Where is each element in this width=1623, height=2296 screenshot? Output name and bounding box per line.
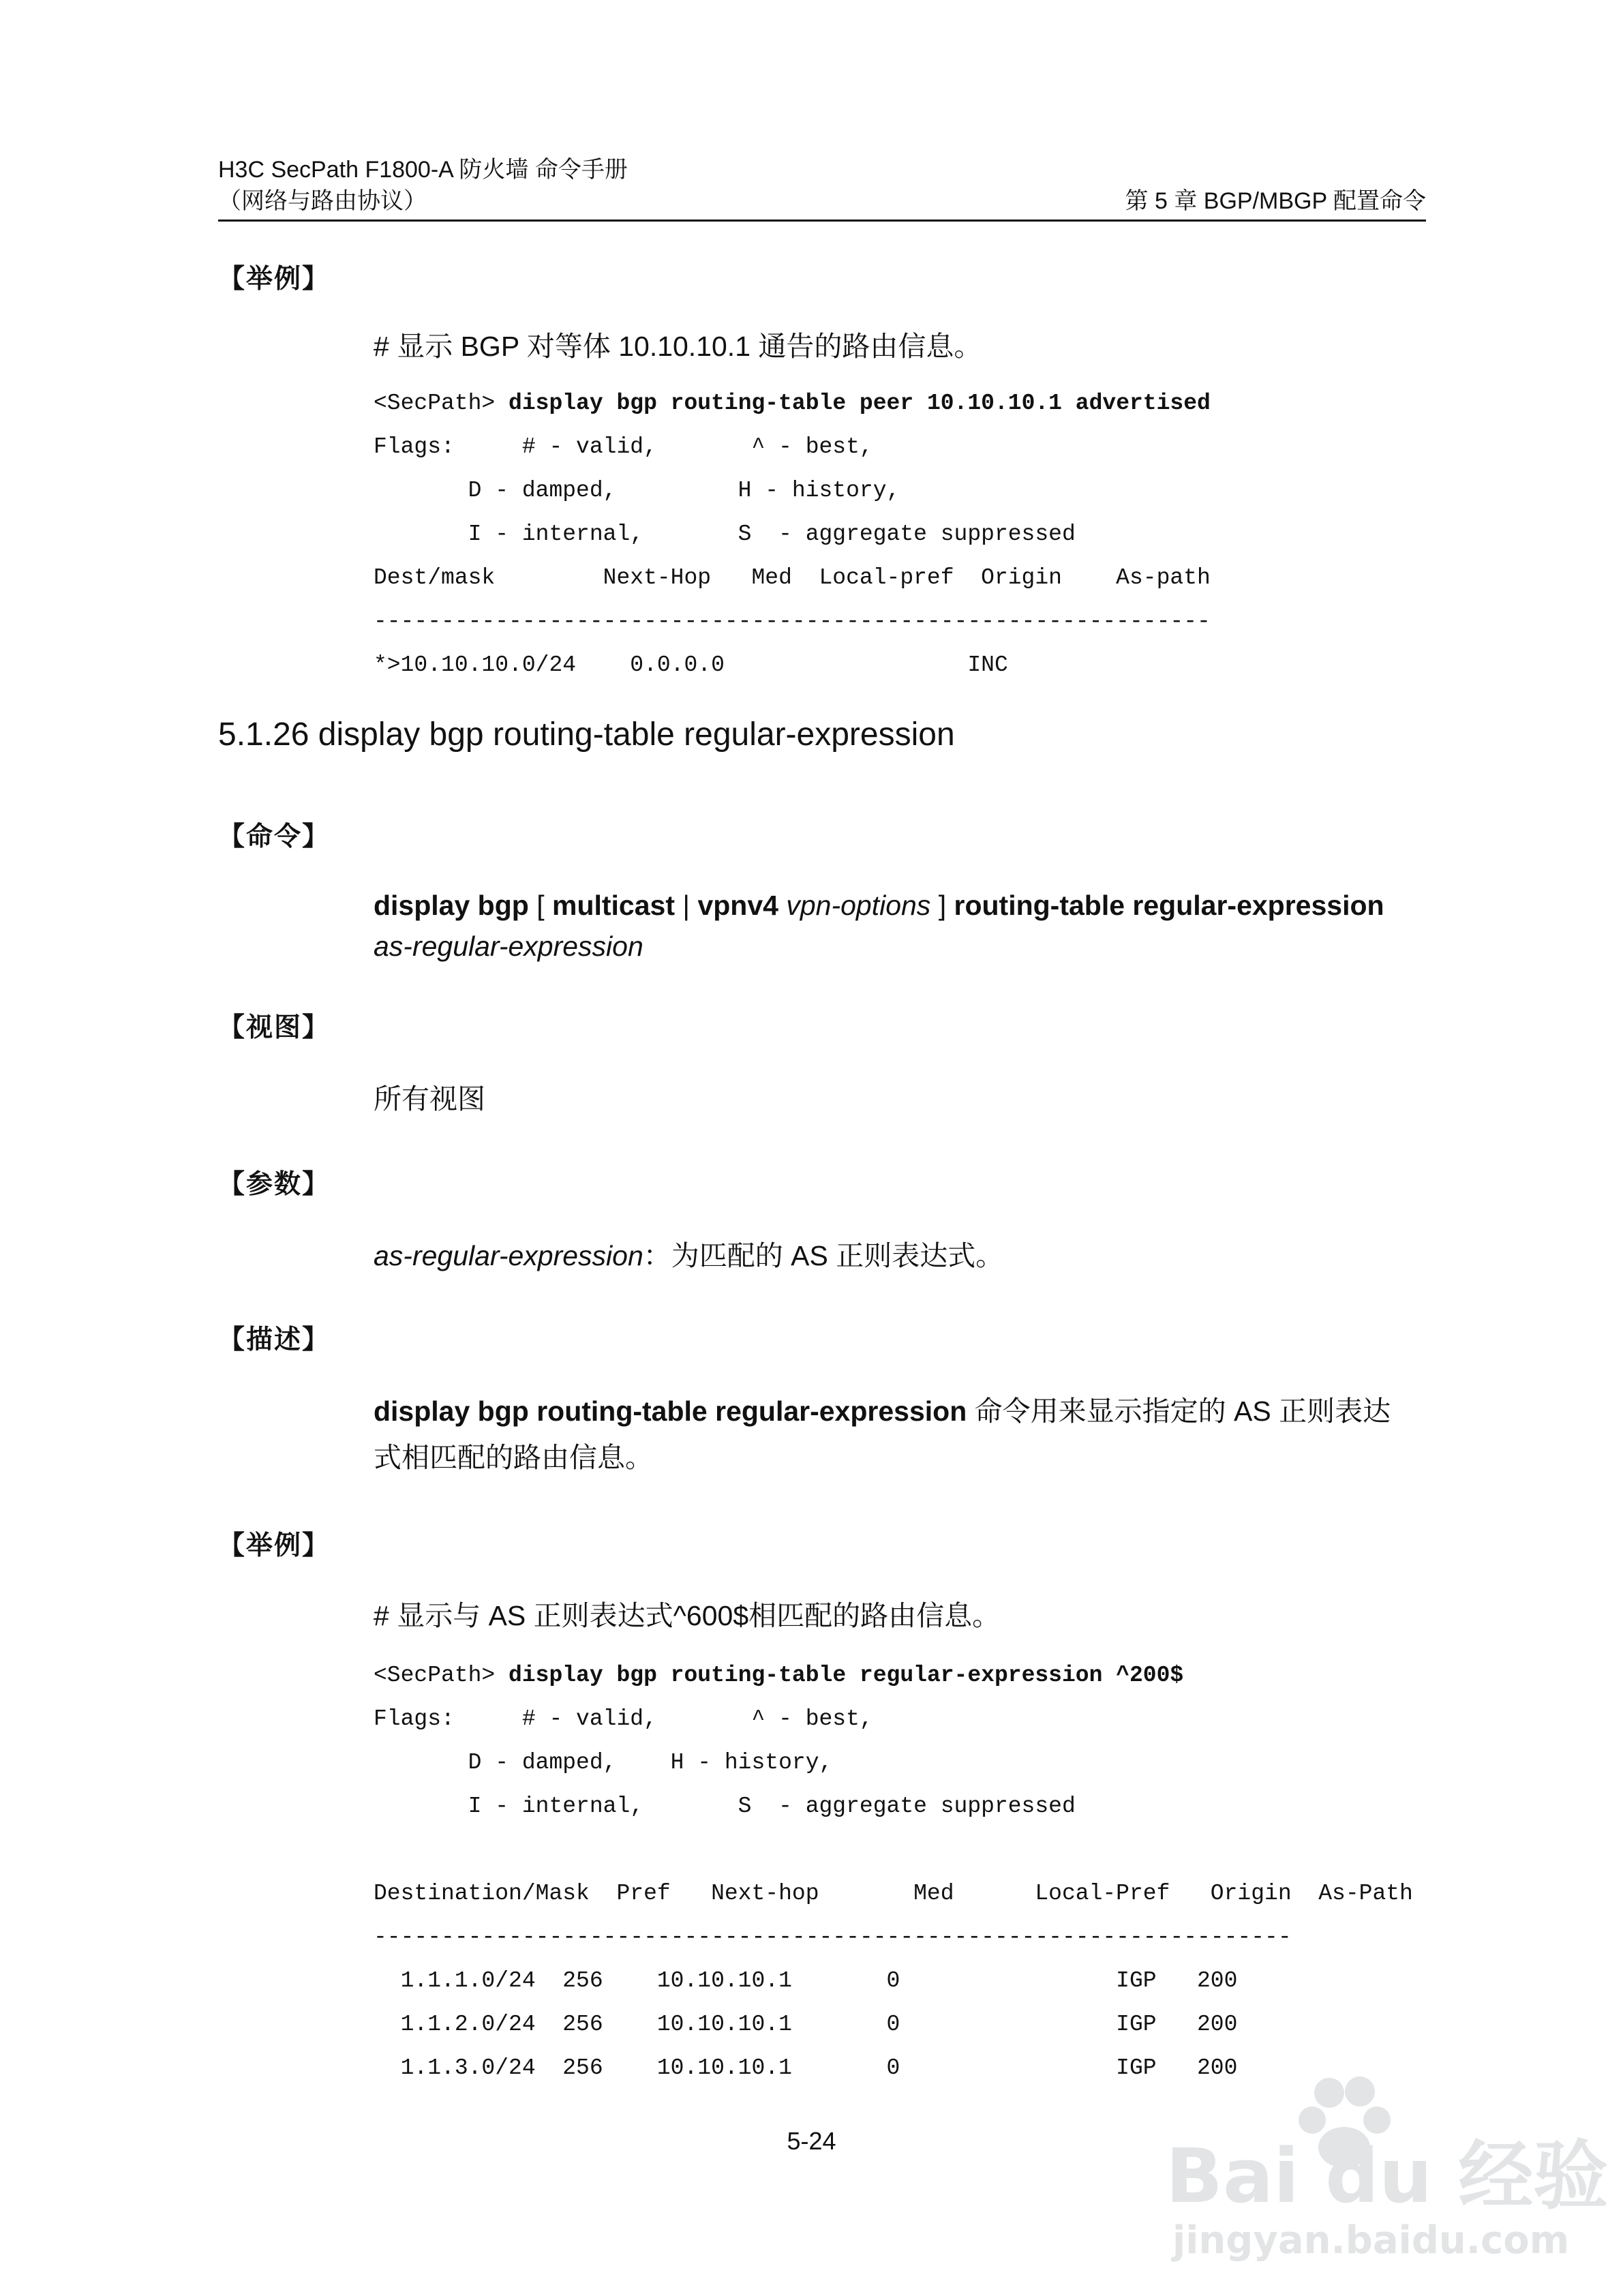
header-subtitle: （网络与路由协议） [218, 188, 427, 214]
code-command: display bgp routing-table regular-expression ^200$ [509, 1663, 1184, 1688]
example-heading: 【举例】 [218, 265, 331, 294]
description-line: 式相匹配的路由信息。 [374, 1442, 653, 1473]
code-line: Dest/mask Next-Hop Med Local-pref Origin As-path [374, 565, 1211, 590]
example-description: # 显示与 AS 正则表达式^600$相匹配的路由信息。 [374, 1600, 1001, 1631]
example-heading: 【举例】 [218, 1531, 331, 1560]
code-prompt: <SecPath> [374, 1663, 509, 1688]
code-line: D - damped, H - history, [374, 478, 900, 503]
syntax-part: ] [930, 890, 954, 921]
watermark-brand: Bai du 经验 [1166, 2132, 1609, 2220]
watermark-url: jingyan.baidu.com [1172, 2218, 1570, 2263]
syntax-part: [ [528, 890, 552, 921]
params-heading: 【参数】 [218, 1170, 331, 1199]
syntax-part: as-regular-expression [374, 931, 643, 962]
code-prompt: <SecPath> [374, 391, 509, 416]
desc-text: 命令用来显示指定的 AS 正则表达 [967, 1395, 1391, 1427]
code-output [374, 1697, 1413, 2090]
param-line [374, 1235, 1003, 1276]
syntax-part: routing-table regular-expression [954, 890, 1384, 921]
param-name: as-regular-expression [374, 1240, 643, 1271]
baidu-watermark-logo [1159, 2066, 1609, 2270]
example-description: # 显示 BGP 对等体 10.10.10.1 通告的路由信息。 [374, 331, 982, 362]
section-title: 5.1.26 display bgp routing-table regular-expression [218, 716, 955, 753]
param-desc: ：为匹配的 AS 正则表达式。 [643, 1240, 1004, 1271]
header-rule [218, 220, 1426, 222]
code-line: I - internal, S - aggregate suppressed [374, 1794, 1076, 1819]
desc-heading: 【描述】 [218, 1325, 331, 1355]
code-line: I - internal, S - aggregate suppressed [374, 522, 1076, 547]
description-line [374, 1391, 1391, 1432]
syntax-part: multicast [552, 890, 675, 921]
code-line: -------------------------------------------------------------- [374, 609, 1211, 634]
code-block [374, 382, 1211, 425]
command-heading: 【命令】 [218, 822, 331, 851]
code-line: 1.1.1.0/24 256 10.10.10.1 0 IGP 200 [374, 1968, 1238, 1993]
view-heading: 【视图】 [218, 1013, 331, 1042]
view-text: 所有视图 [374, 1083, 485, 1115]
code-line: 1.1.3.0/24 256 10.10.10.1 0 IGP 200 [374, 2055, 1238, 2081]
desc-command: display bgp routing-table regular-expression [374, 1395, 967, 1427]
page-number: 5-24 [787, 2127, 836, 2155]
syntax-part [778, 890, 786, 921]
command-syntax [374, 885, 1464, 926]
syntax-part: vpn-options [786, 890, 931, 921]
code-line: *>10.10.10.0/24 0.0.0.0 INC [374, 652, 1008, 678]
code-line: D - damped, H - history, [374, 1750, 833, 1775]
header-chapter: 第 5 章 BGP/MBGP 配置命令 [1125, 188, 1426, 214]
header-title: H3C SecPath F1800-A 防火墙 命令手册 [218, 157, 628, 183]
code-command: display bgp routing-table peer 10.10.10.1 advertised [509, 391, 1211, 416]
syntax-part: vpnv4 [697, 890, 778, 921]
code-output [374, 425, 1211, 687]
syntax-part: display bgp [374, 890, 529, 921]
syntax-part: | [675, 890, 698, 921]
code-line: Flags: # - valid, ^ - best, [374, 434, 873, 459]
code-block [374, 1654, 1183, 1697]
code-line: Destination/Mask Pref Next-hop Med Local-Pref Origin As-Path [374, 1881, 1413, 1906]
code-line: 1.1.2.0/24 256 10.10.10.1 0 IGP 200 [374, 2012, 1238, 2037]
code-line: Flags: # - valid, ^ - best, [374, 1706, 873, 1732]
code-line: -------------------------------------------------------------------- [374, 1924, 1292, 1950]
